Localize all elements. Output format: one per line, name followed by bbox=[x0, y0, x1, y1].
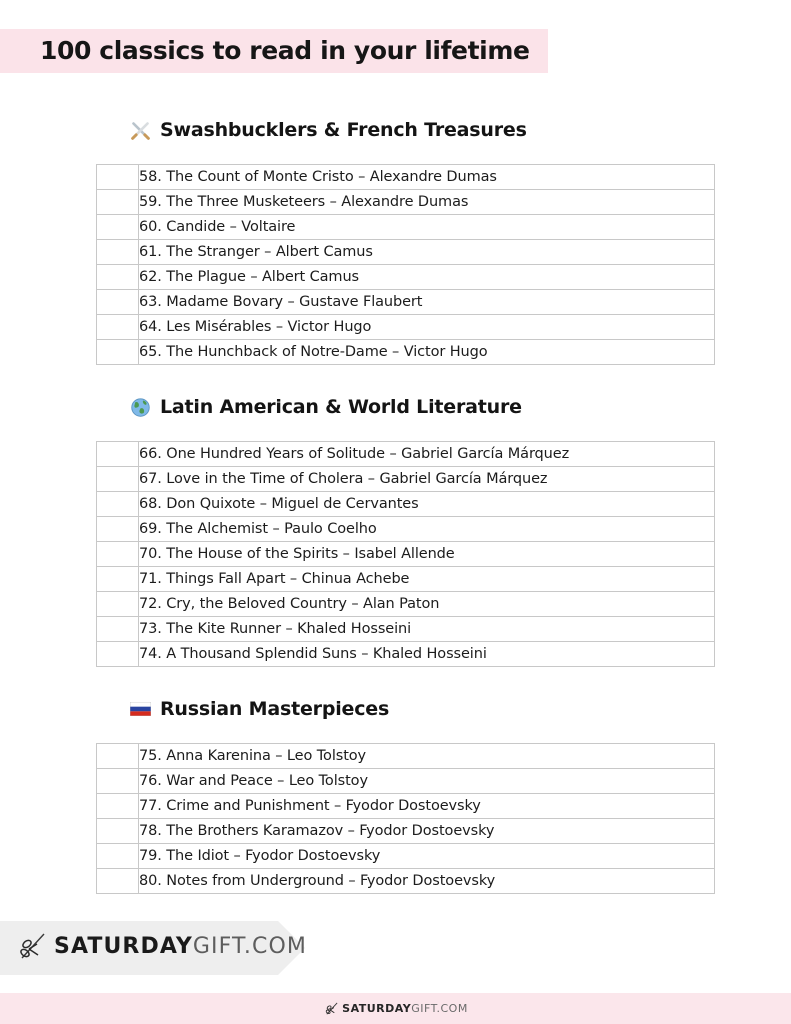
section-heading-label: Swashbucklers & French Treasures bbox=[160, 119, 527, 141]
section-heading-row bbox=[0, 387, 791, 427]
checkbox-cell[interactable] bbox=[97, 844, 139, 869]
checkbox-cell[interactable] bbox=[97, 190, 139, 215]
checkbox-icon[interactable] bbox=[97, 493, 138, 516]
page-title: 100 classics to read in your lifetime bbox=[40, 36, 530, 65]
book-title-cell: 76. War and Peace – Leo Tolstoy bbox=[139, 769, 715, 794]
book-title-cell: 74. A Thousand Splendid Suns – Khaled Hosseini bbox=[139, 642, 715, 667]
checkbox-cell[interactable] bbox=[97, 769, 139, 794]
book-title-cell: 69. The Alchemist – Paulo Coelho bbox=[139, 517, 715, 542]
checkbox-icon[interactable] bbox=[97, 191, 138, 214]
book-title-cell: 60. Candide – Voltaire bbox=[139, 215, 715, 240]
book-section bbox=[0, 110, 791, 387]
book-title-cell: 73. The Kite Runner – Khaled Hosseini bbox=[139, 617, 715, 642]
crossed-swords-icon bbox=[130, 120, 151, 141]
section-heading-row bbox=[0, 689, 791, 729]
bottom-logo-bold: SATURDAY bbox=[342, 1002, 412, 1015]
checkbox-cell[interactable] bbox=[97, 442, 139, 467]
section-heading-row bbox=[0, 110, 791, 150]
table-row bbox=[97, 744, 715, 769]
table-row bbox=[97, 794, 715, 819]
checkbox-cell[interactable] bbox=[97, 542, 139, 567]
checkbox-icon[interactable] bbox=[97, 266, 138, 289]
checkbox-icon[interactable] bbox=[97, 316, 138, 339]
checkbox-cell[interactable] bbox=[97, 290, 139, 315]
book-list-table bbox=[96, 441, 715, 667]
table-row bbox=[97, 642, 715, 667]
book-title-cell: 70. The House of the Spirits – Isabel Allende bbox=[139, 542, 715, 567]
checkbox-cell[interactable] bbox=[97, 492, 139, 517]
checkbox-cell[interactable] bbox=[97, 592, 139, 617]
table-row bbox=[97, 844, 715, 869]
checkbox-cell[interactable] bbox=[97, 617, 139, 642]
book-title-cell: 75. Anna Karenina – Leo Tolstoy bbox=[139, 744, 715, 769]
table-row bbox=[97, 819, 715, 844]
checkbox-cell[interactable] bbox=[97, 744, 139, 769]
table-row bbox=[97, 617, 715, 642]
table-row bbox=[97, 442, 715, 467]
book-title-cell: 78. The Brothers Karamazov – Fyodor Dostoevsky bbox=[139, 819, 715, 844]
checkbox-cell[interactable] bbox=[97, 517, 139, 542]
checkbox-icon[interactable] bbox=[97, 745, 138, 768]
table-row bbox=[97, 542, 715, 567]
table-row bbox=[97, 567, 715, 592]
checkbox-cell[interactable] bbox=[97, 215, 139, 240]
bottom-logo-light: GIFT.COM bbox=[411, 1002, 468, 1015]
book-title-cell: 63. Madame Bovary – Gustave Flaubert bbox=[139, 290, 715, 315]
checkbox-cell[interactable] bbox=[97, 315, 139, 340]
checkbox-cell[interactable] bbox=[97, 567, 139, 592]
table-row bbox=[97, 869, 715, 894]
footer-logo-bold: SATURDAY bbox=[54, 934, 193, 959]
book-title-cell: 58. The Count of Monte Cristo – Alexandre Dumas bbox=[139, 165, 715, 190]
book-title-cell: 65. The Hunchback of Notre-Dame – Victor Hugo bbox=[139, 340, 715, 365]
table-row bbox=[97, 265, 715, 290]
checkbox-cell[interactable] bbox=[97, 340, 139, 365]
checkbox-cell[interactable] bbox=[97, 794, 139, 819]
book-title-cell: 66. One Hundred Years of Solitude – Gabriel García Márquez bbox=[139, 442, 715, 467]
book-title-cell: 64. Les Misérables – Victor Hugo bbox=[139, 315, 715, 340]
checkbox-icon[interactable] bbox=[97, 643, 138, 666]
section-spacer bbox=[0, 667, 791, 689]
checkbox-icon[interactable] bbox=[97, 443, 138, 466]
table-row bbox=[97, 290, 715, 315]
table-row bbox=[97, 769, 715, 794]
bow-ribbon-icon bbox=[14, 930, 48, 964]
table-row bbox=[97, 215, 715, 240]
table-row bbox=[97, 190, 715, 215]
table-row bbox=[97, 315, 715, 340]
book-title-cell: 62. The Plague – Albert Camus bbox=[139, 265, 715, 290]
table-row bbox=[97, 165, 715, 190]
checkbox-cell[interactable] bbox=[97, 869, 139, 894]
book-title-cell: 59. The Three Musketeers – Alexandre Dumas bbox=[139, 190, 715, 215]
book-title-cell: 77. Crime and Punishment – Fyodor Dostoevsky bbox=[139, 794, 715, 819]
book-title-cell: 67. Love in the Time of Cholera – Gabriel García Márquez bbox=[139, 467, 715, 492]
table-row bbox=[97, 492, 715, 517]
checkbox-icon[interactable] bbox=[97, 241, 138, 264]
table-row bbox=[97, 240, 715, 265]
checkbox-icon[interactable] bbox=[97, 820, 138, 843]
section-heading-label: Latin American & World Literature bbox=[160, 396, 522, 418]
book-list-table bbox=[96, 743, 715, 894]
bottom-logo bbox=[0, 993, 791, 1024]
book-title-cell: 79. The Idiot – Fyodor Dostoevsky bbox=[139, 844, 715, 869]
footer-logo bbox=[14, 930, 307, 964]
table-row bbox=[97, 340, 715, 365]
globe-americas-icon bbox=[130, 397, 151, 418]
book-title-cell: 80. Notes from Underground – Fyodor Dostoevsky bbox=[139, 869, 715, 894]
sections-container bbox=[0, 110, 791, 916]
checkbox-cell[interactable] bbox=[97, 165, 139, 190]
book-title-cell: 71. Things Fall Apart – Chinua Achebe bbox=[139, 567, 715, 592]
checkbox-icon[interactable] bbox=[97, 216, 138, 239]
book-title-cell: 68. Don Quixote – Miguel de Cervantes bbox=[139, 492, 715, 517]
book-title-cell: 72. Cry, the Beloved Country – Alan Paton bbox=[139, 592, 715, 617]
checkbox-icon[interactable] bbox=[97, 845, 138, 868]
checkbox-cell[interactable] bbox=[97, 642, 139, 667]
book-list-table bbox=[96, 164, 715, 365]
table-row bbox=[97, 467, 715, 492]
checkbox-icon[interactable] bbox=[97, 166, 138, 189]
book-section bbox=[0, 689, 791, 916]
checkbox-icon[interactable] bbox=[97, 770, 138, 793]
bow-ribbon-small-icon bbox=[323, 1001, 339, 1017]
section-heading-label: Russian Masterpieces bbox=[160, 698, 390, 720]
checkbox-icon[interactable] bbox=[97, 568, 138, 591]
table-row bbox=[97, 592, 715, 617]
checkbox-icon[interactable] bbox=[97, 291, 138, 314]
section-spacer bbox=[0, 365, 791, 387]
checkbox-icon[interactable] bbox=[97, 870, 138, 893]
checkbox-icon[interactable] bbox=[97, 341, 138, 364]
checkbox-icon[interactable] bbox=[97, 468, 138, 491]
book-title-cell: 61. The Stranger – Albert Camus bbox=[139, 240, 715, 265]
footer-logo-light: GIFT.COM bbox=[192, 934, 307, 959]
section-spacer bbox=[0, 894, 791, 916]
checkbox-icon[interactable] bbox=[97, 518, 138, 541]
bottom-logo-text bbox=[342, 1002, 468, 1015]
checkbox-cell[interactable] bbox=[97, 265, 139, 290]
book-section bbox=[0, 387, 791, 689]
checkbox-icon[interactable] bbox=[97, 593, 138, 616]
checkbox-icon[interactable] bbox=[97, 795, 138, 818]
checkbox-cell[interactable] bbox=[97, 467, 139, 492]
russia-flag-icon bbox=[130, 699, 151, 720]
checkbox-cell[interactable] bbox=[97, 819, 139, 844]
checkbox-icon[interactable] bbox=[97, 618, 138, 641]
footer-logo-text bbox=[54, 936, 307, 958]
checkbox-cell[interactable] bbox=[97, 240, 139, 265]
table-row bbox=[97, 517, 715, 542]
checkbox-icon[interactable] bbox=[97, 543, 138, 566]
